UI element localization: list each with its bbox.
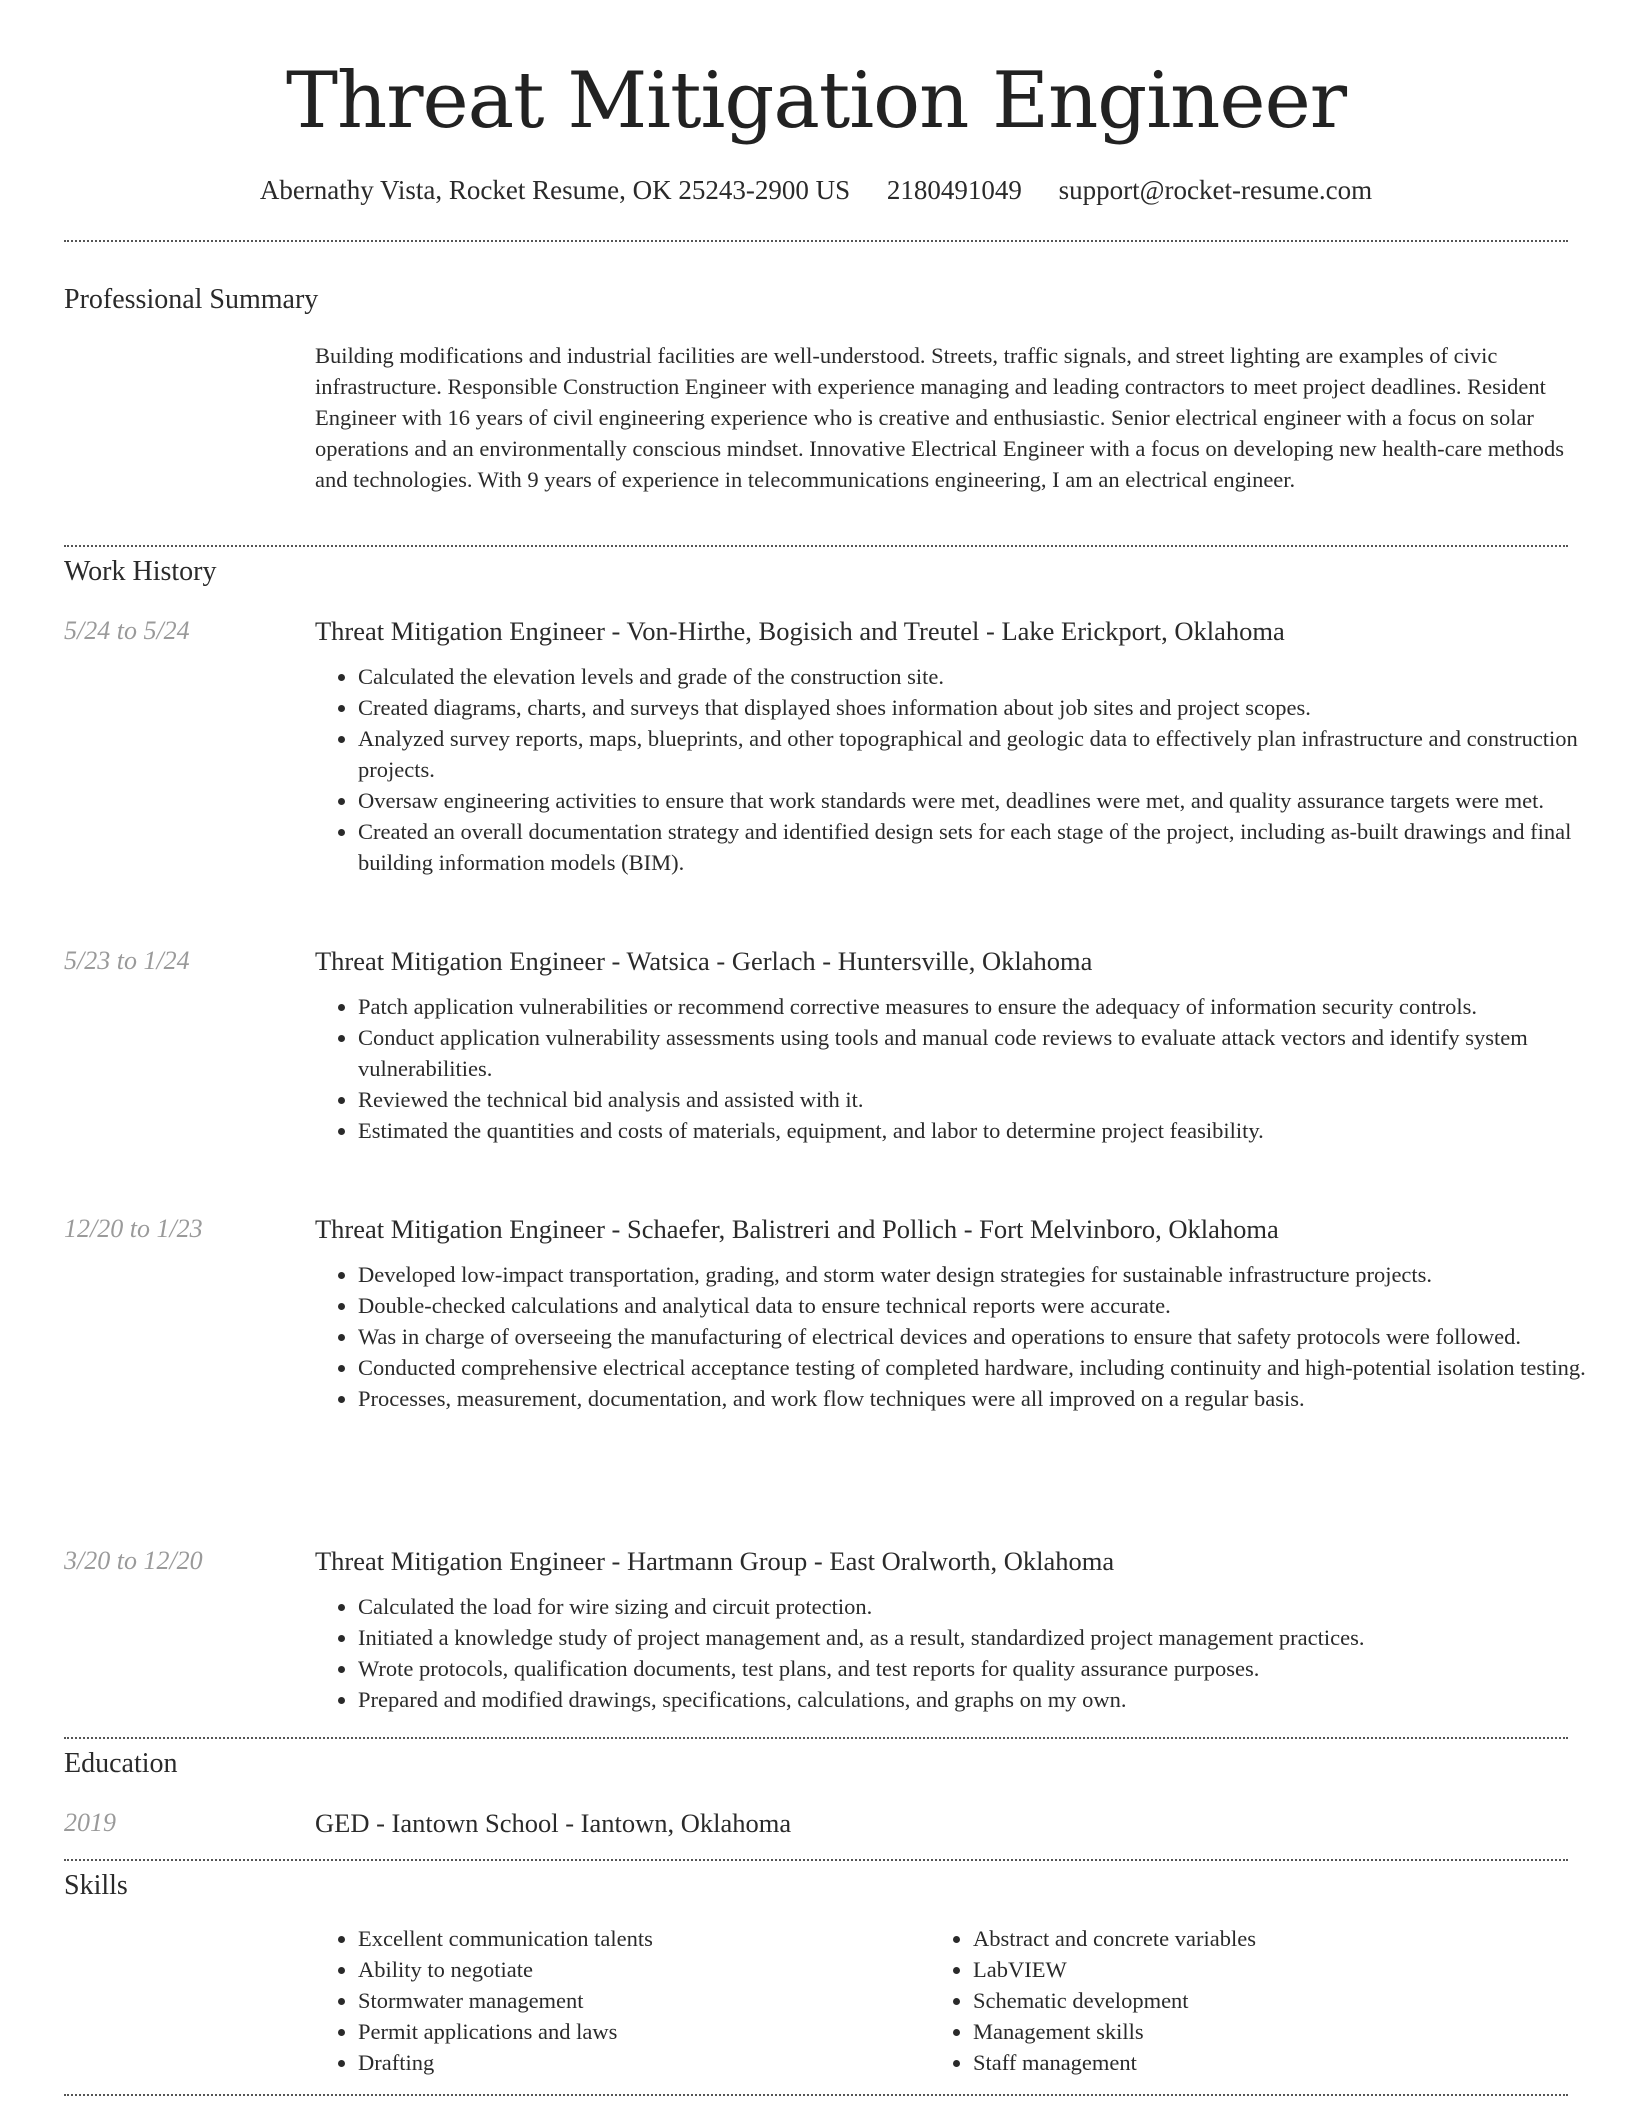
- job-bullet: • Analyzed survey reports, maps, blueprints, and other topographical and geologic data to effectively plan infrastructure and construction projects.: [358, 723, 1611, 785]
- section-divider: [64, 2094, 1568, 2096]
- job-bullet: • Reviewed the technical bid analysis and assisted with it.: [358, 1084, 1611, 1115]
- job-bullet: • Developed low-impact transportation, grading, and storm water design strategies for sustainable infrastructure projects.: [358, 1259, 1611, 1290]
- work-history-section-title: Work History: [64, 556, 217, 587]
- job-bullet: • Estimated the quantities and costs of materials, equipment, and labor to determine project feasibility.: [358, 1115, 1611, 1146]
- section-divider: [64, 240, 1568, 242]
- job-bullet: • Calculated the load for wire sizing and circuit protection.: [358, 1591, 1611, 1622]
- contact-address: Abernathy Vista, Rocket Resume, OK 25243-2900 US: [259, 175, 851, 205]
- job-dates: 5/23 to 1/24: [64, 946, 190, 975]
- job-bullet: • Calculated the elevation levels and grade of the construction site.: [358, 661, 1611, 692]
- contact-line: [64, 170, 1568, 210]
- skill-item: • Staff management: [973, 2047, 1533, 2078]
- job-bullet: • Wrote protocols, qualification documents, test plans, and test reports for quality assurance purposes.: [358, 1653, 1611, 1684]
- education-heading: GED - Iantown School - Iantown, Oklahoma: [315, 1808, 792, 1838]
- skill-item: • Ability to negotiate: [358, 1954, 918, 1985]
- section-divider: [64, 1859, 1568, 1861]
- education-section-title: Education: [64, 1748, 178, 1779]
- job-bullets: [315, 1259, 1611, 1414]
- job-dates: 3/20 to 12/20: [64, 1546, 203, 1575]
- contact-email: support@rocket-resume.com: [1058, 175, 1373, 205]
- job-bullet: • Oversaw engineering activities to ensure that work standards were met, deadlines were met, and quality assurance targets were met.: [358, 785, 1611, 816]
- summary-section-title: Professional Summary: [64, 284, 319, 315]
- job-heading: Threat Mitigation Engineer - Schaefer, Balistreri and Pollich - Fort Melvinboro, Oklahoma: [315, 1214, 1279, 1244]
- education-year: 2019: [64, 1808, 116, 1837]
- job-bullet: • Created diagrams, charts, and surveys that displayed shoes information about job sites and project scopes.: [358, 692, 1611, 723]
- section-divider: [64, 1737, 1568, 1739]
- job-dates: 5/24 to 5/24: [64, 616, 190, 645]
- job-bullet: • Conducted comprehensive electrical acceptance testing of completed hardware, including continuity and high-potential isolation testing.: [358, 1352, 1611, 1383]
- skill-item: • Drafting: [358, 2047, 918, 2078]
- summary-text: Building modifications and industrial facilities are well-understood. Streets, traffic signals, and street lighting are examples of civic infrastructure. Responsible Construction Engineer with experience managing and leading contractors to meet project deadlines. Resident Engineer with 16 years of civil engineering experience who is creative and enthusiastic. Senior electrical engineer with a focus on solar operations and an environmentally conscious mindset. Innovative Electrical Engineer with a focus on developing new health-care methods and technologies. With 9 years of experience in telecommunications engineering, I am an electrical engineer.: [315, 343, 1564, 492]
- job-dates: 12/20 to 1/23: [64, 1214, 203, 1243]
- skill-item: • Stormwater management: [358, 1985, 918, 2016]
- job-bullets: [315, 1591, 1611, 1715]
- resume-page: [64, 0, 1586, 2112]
- skill-item: • Abstract and concrete variables: [973, 1923, 1533, 1954]
- skill-item: • Permit applications and laws: [358, 2016, 918, 2047]
- job-bullet: • Was in charge of overseeing the manufacturing of electrical devices and operations to ensure that safety protocols were followed.: [358, 1321, 1611, 1352]
- job-bullets: [315, 661, 1611, 878]
- job-bullet: • Processes, measurement, documentation, and work flow techniques were all improved on a regular basis.: [358, 1383, 1611, 1414]
- skill-item: • LabVIEW: [973, 1954, 1533, 1985]
- contact-phone: 2180491049: [886, 175, 1022, 205]
- job-heading: Threat Mitigation Engineer - Von-Hirthe, Bogisich and Treutel - Lake Erickport, Oklahoma: [315, 616, 1285, 646]
- skill-item: • Excellent communication talents: [358, 1923, 918, 1954]
- job-bullet: • Created an overall documentation strategy and identified design sets for each stage of the project, including as-built drawings and final building information models (BIM).: [358, 816, 1611, 878]
- job-bullet: • Patch application vulnerabilities or recommend corrective measures to ensure the adequacy of information security controls.: [358, 991, 1611, 1022]
- section-divider: [64, 545, 1568, 547]
- skill-item: • Management skills: [973, 2016, 1533, 2047]
- job-bullet: • Initiated a knowledge study of project management and, as a result, standardized project management practices.: [358, 1622, 1611, 1653]
- job-bullets: [315, 991, 1611, 1146]
- skills-list-right: [930, 1923, 1533, 2078]
- skills-section-title: Skills: [64, 1870, 128, 1901]
- job-bullet: • Double-checked calculations and analytical data to ensure technical reports were accurate.: [358, 1290, 1611, 1321]
- job-heading: Threat Mitigation Engineer - Hartmann Group - East Oralworth, Oklahoma: [315, 1546, 1115, 1576]
- job-bullet: • Conduct application vulnerability assessments using tools and manual code reviews to evaluate attack vectors and identify system vulnerabilities.: [358, 1022, 1611, 1084]
- job-bullet: • Prepared and modified drawings, specifications, calculations, and graphs on my own.: [358, 1684, 1611, 1715]
- skills-list-left: [315, 1923, 918, 2078]
- skill-item: • Schematic development: [973, 1985, 1533, 2016]
- job-heading: Threat Mitigation Engineer - Watsica - Gerlach - Huntersville, Oklahoma: [315, 946, 1093, 976]
- candidate-name: Threat Mitigation Engineer: [285, 56, 1347, 146]
